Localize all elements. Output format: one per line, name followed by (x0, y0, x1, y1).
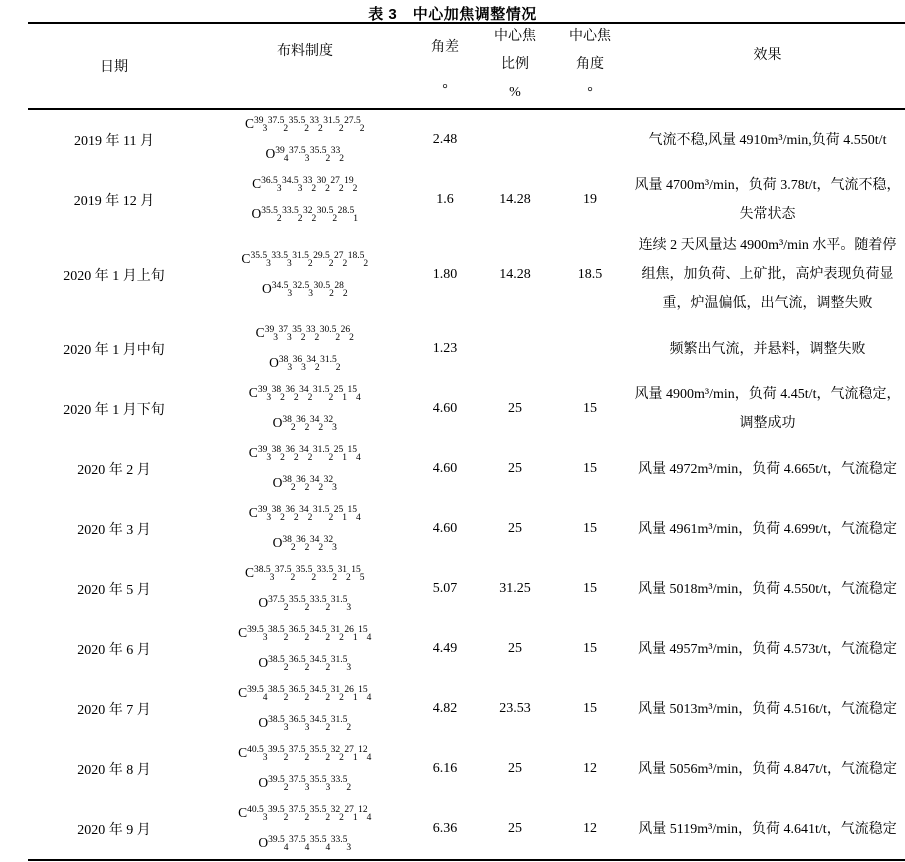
row-center-coke-angle: 15 (583, 401, 597, 416)
coke-matrix-formula: C39337335233230.52262 (255, 325, 354, 343)
table-body (28, 110, 905, 861)
ore-matrix-formula: O382362342323 (272, 415, 337, 433)
element-symbol: O (258, 775, 269, 790)
header-burden-distribution (200, 24, 410, 108)
element-symbol: O (258, 655, 269, 670)
row-date: 2019 年 12 月 (73, 194, 155, 209)
element-symbol: C (248, 385, 258, 400)
coke-matrix-formula: C39338236234231.52251154 (248, 385, 361, 403)
row-date: 2020 年 1 月下旬 (63, 403, 165, 418)
row-center-coke-angle: 18.5 (577, 266, 603, 282)
row-center-coke-ratio: 14.28 (499, 192, 531, 207)
ore-matrix-formula: O37.5235.5233.5231.53 (258, 595, 352, 613)
row-burden-distribution (200, 679, 410, 739)
row-effect: 风量 4900m³/min，负荷 4.45t/t，气流稳定，调整成功 (634, 387, 901, 431)
table-row (28, 170, 905, 230)
row-center-coke-angle: 15 (583, 581, 597, 596)
row-angle-diff: 4.49 (432, 641, 458, 656)
table-row (28, 679, 905, 739)
row-center-coke-ratio: 25 (508, 821, 522, 836)
row-center-coke-angle (550, 110, 630, 170)
coke-matrix-formula: C40.5339.5237.5235.52322271124 (238, 745, 372, 763)
element-symbol: O (258, 835, 269, 850)
coke-matrix-formula: C39.5338.5236.5234.52312261154 (238, 625, 372, 643)
header-angle-diff-unit: ° (442, 82, 448, 97)
element-symbol: C (238, 625, 248, 640)
row-date: 2019 年 11 月 (74, 134, 154, 149)
element-symbol: O (269, 355, 279, 370)
element-symbol: C (248, 505, 258, 520)
header-angle-diff (410, 24, 480, 108)
row-date: 2020 年 7 月 (77, 703, 151, 718)
row-center-coke-angle: 15 (583, 701, 597, 716)
ore-matrix-formula: O382362342323 (272, 535, 337, 553)
row-burden-distribution (200, 379, 410, 439)
header-effect (630, 24, 905, 108)
element-symbol: C (244, 116, 254, 131)
row-burden-distribution (200, 619, 410, 679)
table-row (28, 559, 905, 619)
row-burden-distribution (200, 559, 410, 619)
header-angle-diff-label: 角差 (431, 40, 459, 55)
header-angle-line2: 角度 (576, 57, 604, 72)
row-burden-distribution (200, 110, 410, 170)
row-date: 2020 年 1 月中旬 (63, 343, 165, 358)
ore-matrix-formula: O39437.5335.52332 (265, 146, 344, 164)
row-burden-distribution (200, 170, 410, 230)
header-burden-label: 布料制度 (277, 44, 333, 59)
ore-matrix-formula: O382362342323 (272, 475, 337, 493)
row-center-coke-ratio: 25 (508, 461, 522, 476)
row-date: 2020 年 9 月 (77, 823, 151, 838)
row-center-coke-ratio: 25 (508, 761, 522, 776)
row-effect: 风量 4700m³/min，负荷 3.78t/t，气流不稳，失常状态 (634, 178, 901, 222)
row-center-coke-angle: 12 (583, 821, 597, 836)
table-row (28, 379, 905, 439)
row-effect: 风量 5018m³/min，负荷 4.550t/t，气流稳定 (638, 581, 897, 597)
element-symbol: O (272, 415, 283, 430)
ore-matrix-formula: O38336334231.52 (269, 355, 341, 373)
element-symbol: C (244, 565, 254, 580)
data-table (28, 22, 905, 861)
row-burden-distribution (200, 499, 410, 559)
row-angle-diff: 4.60 (432, 401, 458, 416)
row-effect: 风量 5119m³/min，负荷 4.641t/t，气流稳定 (638, 821, 897, 837)
row-effect: 风量 4961m³/min，负荷 4.699t/t，气流稳定 (638, 521, 897, 537)
row-angle-diff: 5.07 (432, 581, 458, 596)
table-row (28, 739, 905, 799)
row-date: 2020 年 8 月 (77, 763, 151, 778)
table-row (28, 619, 905, 679)
row-burden-distribution (200, 799, 410, 859)
ore-matrix-formula: O39.5437.5435.5433.53 (258, 835, 352, 853)
row-center-coke-angle: 19 (583, 192, 597, 207)
table-row (28, 499, 905, 559)
header-angle-unit: ° (587, 85, 593, 100)
row-angle-diff: 4.60 (432, 521, 458, 536)
header-date-label: 日期 (100, 60, 128, 75)
ore-matrix-formula: O38.5236.5234.5231.53 (258, 655, 352, 673)
header-ratio-unit: % (509, 85, 521, 100)
row-angle-diff: 4.60 (432, 461, 458, 476)
header-date (28, 24, 200, 108)
row-center-coke-ratio (480, 319, 550, 379)
element-symbol: C (238, 685, 248, 700)
row-effect: 风量 4957m³/min，负荷 4.573t/t，气流稳定 (638, 641, 897, 657)
table-row (28, 799, 905, 859)
header-ratio-line1: 中心焦 (494, 29, 536, 44)
ore-matrix-formula: O39.5237.5335.5333.52 (258, 775, 352, 793)
row-center-coke-ratio: 25 (508, 641, 522, 656)
element-symbol: O (258, 715, 269, 730)
row-date: 2020 年 6 月 (77, 643, 151, 658)
table-row (28, 319, 905, 379)
row-effect: 风量 5056m³/min，负荷 4.847t/t，气流稳定 (638, 761, 897, 777)
element-symbol: C (252, 176, 262, 191)
row-center-coke-angle: 15 (583, 641, 597, 656)
row-effect: 气流不稳,风量 4910m³/min,负荷 4.550t/t (648, 132, 887, 148)
row-angle-diff: 6.36 (432, 821, 458, 836)
coke-matrix-formula: C40.5339.5237.5235.52322271124 (238, 805, 372, 823)
table-row (28, 230, 905, 319)
row-burden-distribution (200, 439, 410, 499)
ore-matrix-formula: O35.5233.5232230.5228.51 (251, 206, 358, 224)
row-effect: 风量 4972m³/min，负荷 4.665t/t，气流稳定 (638, 461, 897, 477)
row-center-coke-ratio (480, 110, 550, 170)
table-title: 表 3 中心加焦调整情况 (368, 6, 537, 23)
row-angle-diff: 4.82 (432, 701, 458, 716)
coke-matrix-formula: C35.5333.5331.5229.5227218.52 (241, 250, 369, 269)
row-center-coke-ratio: 25 (508, 401, 522, 416)
row-date: 2020 年 5 月 (77, 583, 151, 598)
row-center-coke-ratio: 23.53 (499, 701, 531, 716)
row-center-coke-angle: 15 (583, 461, 597, 476)
row-burden-distribution (200, 230, 410, 319)
ore-matrix-formula: O38.5336.5334.5231.52 (258, 715, 352, 733)
element-symbol: C (238, 745, 248, 760)
row-angle-diff: 6.16 (432, 761, 458, 776)
header-angle-line1: 中心焦 (569, 29, 611, 44)
coke-matrix-formula: C39338236234231.52251154 (248, 505, 361, 523)
row-center-coke-angle: 12 (583, 761, 597, 776)
element-symbol: O (258, 595, 269, 610)
row-center-coke-angle (550, 319, 630, 379)
row-effect: 连续 2 天风量达 4900m³/min 水平。随着停组焦，加负荷、上矿批，高炉表现负荷显重，炉温偏低，出气流，调整失败 (638, 238, 897, 311)
element-symbol: O (272, 535, 283, 550)
row-center-coke-angle: 15 (583, 521, 597, 536)
header-ratio-line2: 比例 (501, 57, 529, 72)
row-date: 2020 年 3 月 (77, 523, 151, 538)
element-symbol: O (272, 475, 283, 490)
row-angle-diff: 1.80 (432, 266, 458, 282)
element-symbol: C (255, 325, 265, 340)
element-symbol: C (241, 250, 251, 266)
row-effect: 风量 5013m³/min，负荷 4.516t/t，气流稳定 (638, 701, 897, 717)
header-center-coke-ratio (480, 24, 550, 108)
table-row (28, 439, 905, 499)
element-symbol: O (261, 280, 272, 296)
row-center-coke-ratio: 25 (508, 521, 522, 536)
row-date: 2020 年 1 月上旬 (63, 268, 165, 284)
coke-matrix-formula: C39338236234231.52251154 (248, 445, 361, 463)
element-symbol: C (248, 445, 258, 460)
row-effect: 频繁出气流，并悬料，调整失败 (669, 341, 866, 357)
coke-matrix-formula: C36.5334.53332302272192 (252, 176, 358, 194)
coke-matrix-formula: C39.5438.5236.5234.52312261154 (238, 685, 372, 703)
table-row (28, 110, 905, 170)
row-angle-diff: 2.48 (432, 132, 458, 147)
coke-matrix-formula: C39337.5235.5233231.5227.52 (244, 116, 365, 134)
element-symbol: C (238, 805, 248, 820)
ore-matrix-formula: O34.5332.5330.52282 (261, 280, 348, 299)
row-angle-diff: 1.23 (432, 341, 458, 356)
row-angle-diff: 1.6 (436, 192, 454, 207)
row-center-coke-ratio: 31.25 (499, 581, 531, 596)
coke-matrix-formula: C38.5337.5235.5233.52312155 (244, 565, 365, 583)
row-burden-distribution (200, 319, 410, 379)
row-center-coke-ratio: 14.28 (499, 266, 531, 282)
table-header (28, 22, 905, 110)
element-symbol: O (265, 146, 276, 161)
row-date: 2020 年 2 月 (77, 463, 151, 478)
element-symbol: O (251, 206, 262, 221)
header-center-coke-angle (550, 24, 630, 108)
header-effect-label: 效果 (753, 48, 782, 63)
row-burden-distribution (200, 739, 410, 799)
